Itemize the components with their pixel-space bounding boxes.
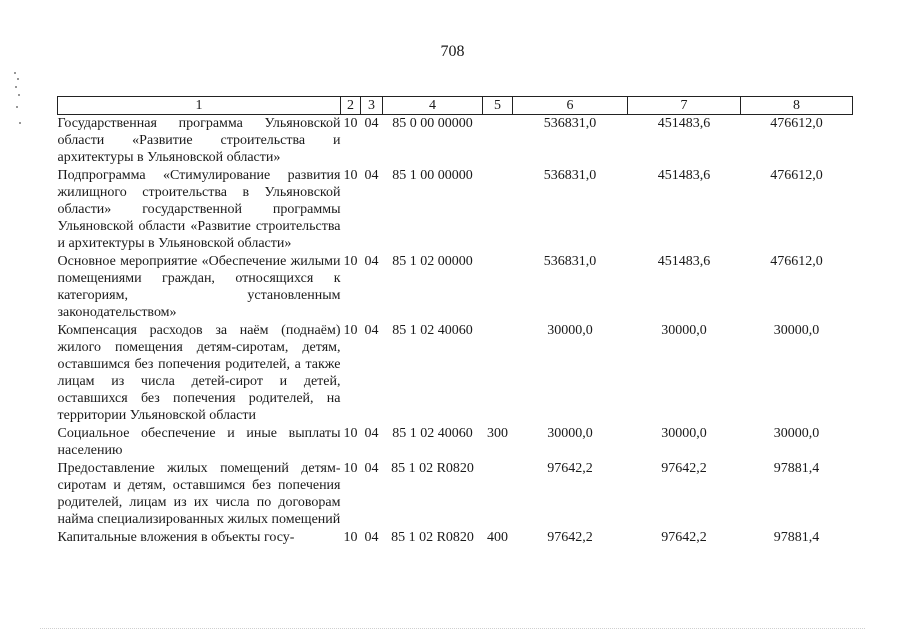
table-header-row [58,97,853,115]
row-amount-8: 30000,0 [773,426,820,441]
row-amount-6: 536831,0 [543,168,597,183]
row-type: 300 [487,426,508,441]
header-cell: 8 [741,97,853,115]
row-amount-8: 476612,0 [770,168,823,183]
budget-table [57,96,853,547]
row-name: Социальное обеспечение и иные выплаты населению [57,426,341,458]
row-amount-7: 30000,0 [661,426,707,441]
header-cell: 6 [513,97,628,115]
row-subsection: 04 [364,168,379,183]
row-amount-6: 536831,0 [543,116,597,131]
row-subsection: 04 [364,530,379,545]
row-section: 10 [343,530,358,545]
header-cell: 7 [628,97,741,115]
row-section: 10 [343,323,358,338]
row-amount-6: 97642,2 [547,530,593,545]
scan-margin-marks [12,72,24,142]
row-amount-8: 476612,0 [770,254,823,269]
row-amount-7: 97642,2 [661,530,707,545]
row-section: 10 [343,168,358,183]
header-cell: 1 [58,97,341,115]
row-name: Государственная программа Ульяновской области «Развитие строительства и архитектуры в Ульяновской области» [57,116,341,165]
row-section: 10 [343,461,358,476]
header-cell: 3 [361,97,383,115]
row-amount-8: 97881,4 [773,530,820,545]
row-amount-8: 30000,0 [773,323,820,338]
row-type [483,322,513,425]
row-name: Основное мероприятие «Обеспечение жилыми помещениями граждан, относящихся к категориям, установленным законодательством» [57,254,341,320]
row-code: 85 1 02 40060 [392,426,473,441]
table-row [58,167,853,253]
table-row [58,529,853,547]
row-type [483,167,513,253]
row-code: 85 1 02 00000 [392,254,473,269]
row-section: 10 [343,116,358,131]
row-subsection: 04 [364,116,379,131]
row-amount-6: 536831,0 [543,254,597,269]
table-row [58,322,853,425]
row-subsection: 04 [364,254,379,269]
row-amount-7: 451483,6 [657,168,711,183]
row-type [483,460,513,529]
row-type: 400 [487,530,508,545]
row-code: 85 1 00 00000 [392,168,473,183]
row-amount-7: 97642,2 [661,461,707,476]
row-amount-7: 30000,0 [661,323,707,338]
header-cell: 2 [341,97,361,115]
row-amount-6: 30000,0 [547,323,593,338]
row-amount-6: 97642,2 [547,461,593,476]
scan-bottom-edge [40,628,865,631]
row-amount-7: 451483,6 [657,116,711,131]
row-code: 85 0 00 00000 [392,116,473,131]
row-amount-6: 30000,0 [547,426,593,441]
row-code: 85 1 02 R0820 [391,461,474,476]
row-code: 85 1 02 40060 [392,323,473,338]
row-code: 85 1 02 R0820 [391,530,474,545]
row-subsection: 04 [364,323,379,338]
row-amount-8: 476612,0 [770,116,823,131]
table-row [58,253,853,322]
row-name: Компенсация расходов за наём (поднаём) жилого помещения детям-сиротам, детям, оставшимся без попечения родителей, а также лицам из числа детей-сирот и детей, оставшихся без попечения родителей, на территории Ульяновской области [57,323,341,423]
row-amount-8: 97881,4 [773,461,820,476]
row-subsection: 04 [364,426,379,441]
row-type [483,115,513,168]
row-name: Подпрограмма «Стимулирование развития жилищного строительства в Ульяновской области» государственной программы Ульяновской области «Развитие строительства и архитектуры в Ульяновской области» [57,168,341,251]
row-type [483,253,513,322]
row-section: 10 [343,426,358,441]
row-subsection: 04 [364,461,379,476]
header-cell: 4 [383,97,483,115]
table-row [58,115,853,168]
row-name: Капитальные вложения в объекты госу- [57,530,295,545]
table-row [58,425,853,460]
row-section: 10 [343,254,358,269]
header-cell: 5 [483,97,513,115]
page-number: 708 [440,43,465,60]
row-amount-7: 451483,6 [657,254,711,269]
table-row [58,460,853,529]
row-name: Предоставление жилых помещений детям-сиротам и детям, оставшимся без попечения родителей, лицам из их числа по договорам найма специализированных жилых помещений [57,461,341,527]
